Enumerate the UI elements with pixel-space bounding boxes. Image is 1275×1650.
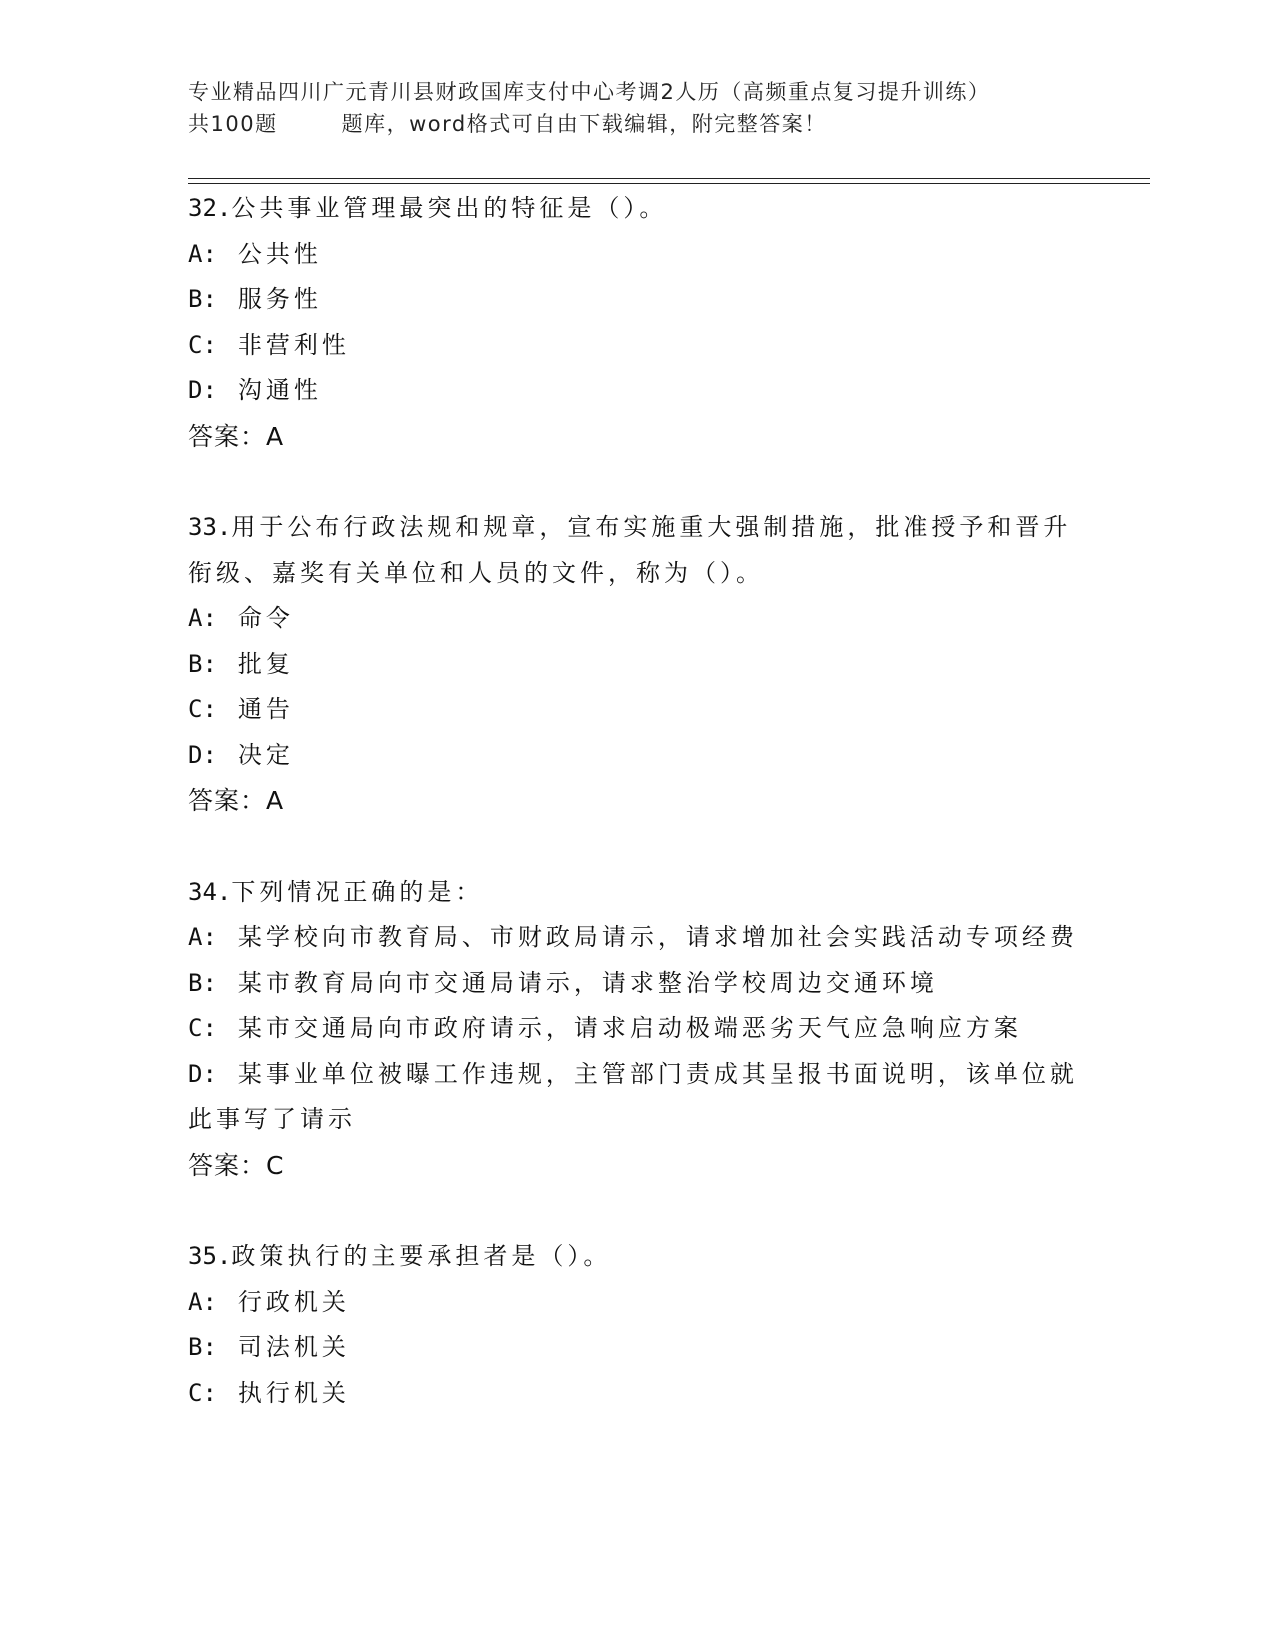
question-stem: [188, 1234, 1088, 1280]
question-35: [188, 1234, 1088, 1416]
answer-line: 答案：C: [188, 1150, 285, 1180]
option-key: C:: [188, 1014, 217, 1042]
option-text: 服务性: [237, 285, 322, 313]
option-key: B:: [188, 649, 217, 678]
header-description: 题库，word格式可自由下载编辑，附完整答案！: [341, 112, 827, 136]
answer-line: 答案：A: [188, 786, 285, 815]
header-divider-bottom: [188, 183, 1150, 184]
option-key: D:: [188, 1059, 217, 1088]
question-text: 公共事业管理最突出的特征是（）。: [231, 194, 668, 222]
option-text: 某市教育局向市交通局请示，请求整治学校周边交通环境: [237, 968, 938, 997]
option-b: [188, 277, 1088, 323]
option-c: [188, 1371, 1088, 1417]
option-text: 行政机关: [237, 1287, 350, 1316]
option-key: D:: [188, 740, 217, 769]
option-c: [188, 323, 1088, 369]
option-text: 命令: [237, 604, 294, 632]
option-key: B:: [188, 285, 217, 313]
option-text: 某学校向市教育局、市财政局请示，请求增加社会实践活动专项经费: [237, 923, 1078, 951]
question-stem: [188, 505, 1088, 596]
option-key: C:: [188, 1378, 217, 1407]
question-stem: [188, 186, 1088, 232]
option-key: A:: [188, 1287, 217, 1316]
option-key: C:: [188, 330, 217, 359]
option-b: [188, 642, 1088, 688]
option-a: [188, 915, 1088, 961]
option-a: [188, 1280, 1088, 1326]
option-key: A:: [188, 239, 217, 268]
option-text: 决定: [237, 740, 294, 769]
option-text: 通告: [237, 695, 294, 723]
question-number: 34.: [188, 877, 232, 906]
option-text: 沟通性: [237, 376, 322, 404]
option-key: A:: [188, 923, 217, 951]
option-text: 公共性: [237, 239, 322, 268]
option-text: 非营利性: [237, 330, 350, 359]
header-question-count: 共100题: [188, 112, 278, 136]
option-d: [188, 368, 1088, 414]
option-text: 某事业单位被曝工作违规，主管部门责成其呈报书面说明，该单位就此事写了请示: [188, 1059, 1078, 1133]
option-a: [188, 232, 1088, 278]
option-b: [188, 961, 1088, 1007]
option-a: [188, 596, 1088, 642]
option-d: [188, 733, 1088, 779]
question-33: [188, 505, 1088, 824]
option-text: 司法机关: [237, 1333, 350, 1361]
question-stem: [188, 870, 1088, 916]
option-d: [188, 1052, 1088, 1143]
option-c: [188, 687, 1088, 733]
question-number: 32.: [188, 194, 232, 222]
header-subtitle-line: [188, 108, 1088, 140]
option-key: D:: [188, 376, 217, 404]
question-number: 33.: [188, 513, 232, 541]
question-text: 下列情况正确的是：: [231, 877, 484, 906]
question-list: [188, 186, 1088, 1462]
option-b: [188, 1325, 1088, 1371]
option-text: 执行机关: [237, 1378, 350, 1407]
option-key: A:: [188, 604, 217, 632]
header-title-line: 专业精品四川广元青川县财政国库支付中心考调2人历（高频重点复习提升训练）: [188, 80, 991, 104]
document-header: [188, 76, 1088, 140]
option-key: B:: [188, 968, 217, 997]
question-text: 政策执行的主要承担者是（）。: [231, 1242, 612, 1270]
option-c: [188, 1006, 1088, 1052]
option-key: B:: [188, 1333, 217, 1361]
option-text: 批复: [237, 649, 294, 678]
header-divider-top: [188, 178, 1150, 179]
question-text: 用于公布行政法规和规章，宣布实施重大强制措施，批准授予和晋升衔级、嘉奖有关单位和人员的文件，称为（）。: [188, 513, 1072, 587]
question-32: [188, 186, 1088, 459]
answer-line: 答案：A: [188, 421, 285, 451]
option-key: C:: [188, 695, 217, 723]
option-text: 某市交通局向市政府请示，请求启动极端恶劣天气应急响应方案: [237, 1014, 1022, 1042]
question-34: [188, 870, 1088, 1189]
question-number: 35.: [188, 1242, 232, 1270]
